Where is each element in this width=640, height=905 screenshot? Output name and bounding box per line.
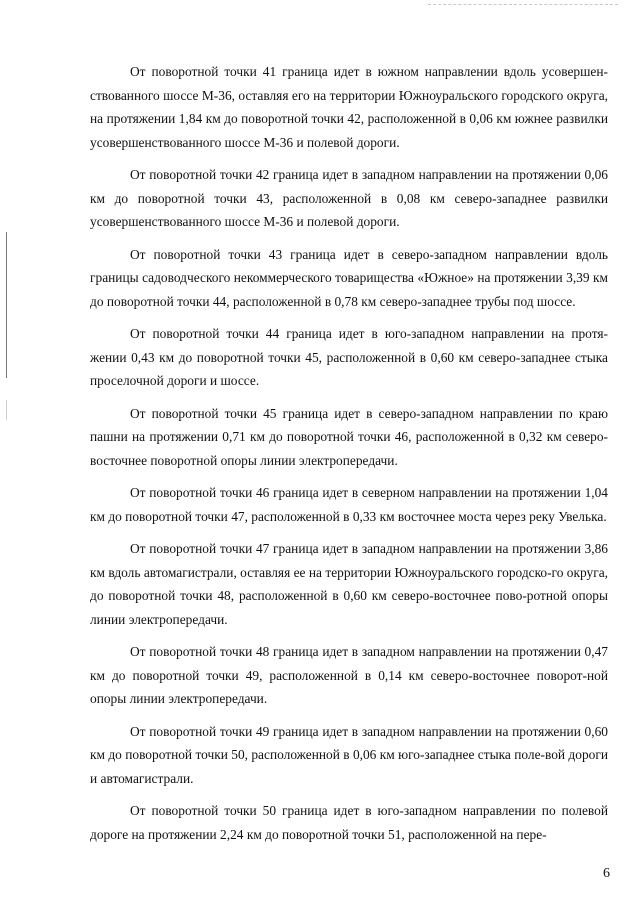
paragraph-point-41: От поворотной точки 41 граница идет в южном направлении вдоль усовершен-ствованного шоссе М-36, оставляя его на территории Южноуральского городского округа, на протяжении 1,84 км до поворотной точки 42, расположенной в 0,06 км южнее развилки усовершенствованного шоссе М-36 и полевой дороги. [90,64,608,150]
paragraph-point-44: От поворотной точки 44 граница идет в юго-западном направлении на протя-жении 0,43 км до поворотной точки 45, расположенной в 0,60 км северо-западнее стыка проселочной дороги и шоссе. [90,326,608,388]
scan-left-mark-faint [6,400,7,420]
scan-top-edge [428,4,618,5]
paragraph-point-42: От поворотной точки 42 граница идет в западном направлении на протяжении 0,06 км до поворотной точки 43, расположенной в 0,08 км северо-западнее развилки усовершенствованного шоссе М-36 и полевой дороги. [90,167,608,229]
paragraph-point-43: От поворотной точки 43 граница идет в северо-западном направлении вдоль границы садоводческого некоммерческого товарищества «Южное» на протяжении 3,39 км до поворотной точки 44, расположенной в 0,78 км северо-западнее трубы под шоссе. [90,246,608,309]
paragraph-point-45: От поворотной точки 45 граница идет в северо-западном направлении по краю пашни на протяжении 0,71 км до поворотной точки 46, расположенной в 0,32 км северо-восточнее поворотной опоры линии электропередачи. [90,405,608,468]
paragraph-point-46: От поворотной точки 46 граница идет в северном направлении на протяжении 1,04 км до поворотной точки 47, расположенной в 0,33 км восточнее моста через реку Увелька. [90,485,608,524]
paragraph-point-47: От поворотной точки 47 граница идет в западном направлении на протяжении 3,86 км вдоль автомагистрали, оставляя ее на территории Южноуральского городско-го округа, до поворотной точки 48, расположенной в 0,60 км северо-восточнее пово-ротной опоры линии электропередачи. [90,541,608,627]
paragraph-point-49: От поворотной точки 49 граница идет в западном направлении на протяжении 0,60 км до поворотной точки 50, расположенной в 0,06 км юго-западнее стыка поле-вой дороги и автомагистрали. [90,723,608,786]
scan-left-mark [6,232,7,378]
body-text [90,60,608,855]
page-number: 6 [603,866,610,881]
paragraph-point-50: От поворотной точки 50 граница идет в юго-западном направлении по полевой дороге на протяжении 2,24 км до поворотной точки 51, расположенной на пере- [90,803,608,842]
paragraph-point-48: От поворотной точки 48 граница идет в западном направлении на протяжении 0,47 км до поворотной точки 49, расположенной в 0,14 км северо-восточнее поворот-ной опоры линии электропередачи. [90,644,608,706]
